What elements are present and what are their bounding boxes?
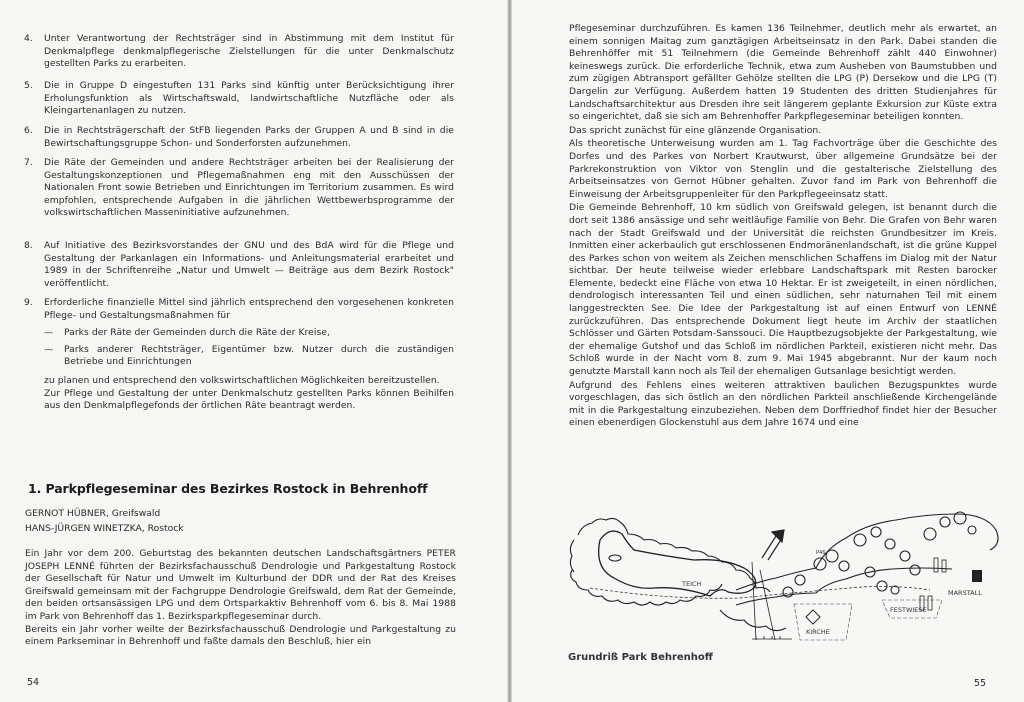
item-number: 9. [24,297,33,308]
paragraph: Bereits ein Jahr vorher weilte der Bezirksfachausschuß Dendrologie und Parkgestaltung zu einem Parkseminar in Behrenhoff und faßte damals den Beschluß, hier ein [25,623,456,648]
item-number: 7. [24,157,33,168]
author-name: GERNOT HÜBNER [25,508,106,519]
item-number: 8. [24,240,33,251]
right-body [569,23,997,430]
paragraph: Pflegeseminar durchzuführen. Es kamen 136 Teilnehmer, deutlich mehr als erwartet, an einem sonnigen Maitag zum ganztägigen Arbeitseinsatz in den Park. Dabei standen die Behrenhöffer mit 51 Teilnehmern (die Gemeinde Behrenhoff zählt 440 Einwohner) keineswegs zurück. Die erforderliche Technik, etwa zum Ausheben von Baumstubben und zum zügigen Abtransport gefällter Gehölze stellten die LPG (P) Dersekow und die LPG (T) Dargelin zur Verfügung. Außerdem hatten 19 Studenten des dritten Studienjahres für Landschaftsarchitektur aus Dresden ihre seit längerem geplante Exkursion zur Küste extra so eingerichtet, daß sie sich am Behrenhoffer Parkpflegeseminar beteiligen konnten. [569,23,997,123]
page-number: 55 [974,678,987,689]
map-label-pond: TEICH [682,580,702,588]
list-item-8 [24,240,454,290]
map-label-height: P46 [816,550,826,556]
paragraph: Aufgrund des Fehlens eines weiteren attraktiven baulichen Bezugspunktes wurde vorgeschlagen, das sich östlich an den nördlichen Parkteil anschließende Kirchengelände mit in die Parkgestaltung einzubeziehen. Neben dem Dorffriedhof findet hier der Besucher einen ebenerdigen Glockenstuhl aus dem Jahre 1674 und eine [569,379,997,429]
article-title: 1. Parkpflegeseminar des Bezirkes Rostock in Behrenhoff [28,481,428,496]
author-place: , Rostock [141,523,184,534]
map-label-church: KIRCHE [806,628,830,636]
church-symbol [806,610,820,624]
page-number: 54 [27,677,40,688]
paragraph: Als theoretische Unterweisung wurden am 1. Tag Fachvorträge über die Geschichte des Dorfes und des Parkes von Norbert Krautwurst, über allgemeine Grundsätze bei der Parkrekonstruktion von Viktor von Stenglin und die gestalterische Zielstellung des Arbeitseinsatzes von Gernot Hübner gehalten. Zuvor fand im Park von Behrenhoff die Einweisung der Arbeitsgruppenleiter für den Parkpflegeeinsatz statt. [569,138,997,200]
dash-text: Parks der Räte der Gemeinden durch die Räte der Kreise, [64,327,330,339]
dash-text: Parks anderer Rechtsträger, Eigentümer bzw. Nutzer durch die zuständigen Betriebe und Einrichtungen [64,343,454,368]
dash-item [44,327,454,340]
park-map-figure [560,500,1000,645]
item-text: Unter Verantwortung der Rechtsträger sind in Abstimmung mit dem Institut für Denkmalpflege denkmalpflegerische Zielstellungen für die unter Denkmalschutz gestellten Parks zu erarbeiten. [44,33,454,70]
item-text: Die in Gruppe D eingestuften 131 Parks sind künftig unter Berücksichtigung ihrer Erholungsfunktion als Wirtschaftswald, landwirtschaftliche Nutzfläche oder als Kleingartenanlagen zu nutzen. [44,80,454,117]
item-text: Erforderliche finanzielle Mittel sind jährlich entsprechend den vorgesehenen konkreten Pflege- und Gestaltungsmaßnahmen für [44,297,454,321]
item-text: Die Räte der Gemeinden und andere Rechtsträger arbeiten bei der Realisierung der Gestaltungskonzeptionen und Pflegemaßnahmen eng mit den Ausschüssen der Nationalen Front sowie Betrieben und Einrichtungen im Territorium zusammen. Es wird empfohlen, entsprechende Aufgaben in die jährlichen Wettbewerbsprogramme der volkswirtschaftlichen Masseninitiative aufzunehmen. [44,157,454,219]
article-body [25,548,456,649]
list-item-4 [24,33,454,71]
author [25,506,184,521]
scale-bar-icon [752,636,792,639]
author-place: , Greifswald [105,508,161,519]
list-item-7 [24,157,454,220]
paragraph: Ein Jahr vor dem 200. Geburtstag des bekannten deutschen Landschaftsgärtners PETER JOSEPH LENNÉ führten der Bezirksfachausschuß Dendrologie und Parkgestaltung Rostock der Gesellschaft für Natur und Umwelt im Kulturbund der DDR und der Rat des Kreises Greifswald gemeinsam mit der Fachgruppe Dendrologie Greifswald, dem Rat der Gemeinde, den beiden ortsansässigen LPG und dem Ortsparkaktiv Behrenhoff vom 6. bis 8. Mai 1988 im Park von Behrenhoff das 1. Bezirksparkpflegeseminar durch. [25,548,456,622]
list-item-5 [24,80,454,118]
list-item-6 [24,125,454,150]
dash-bullet: — [44,343,54,355]
item-9-closing: zu planen und entsprechend den volkswirtschaftlichen Möglichkeiten bereitzustellen. [44,374,440,386]
map-label-stable: MARSTALL [948,589,982,597]
marstall-building-icon [972,570,982,582]
item-9-note: Zur Pflege und Gestaltung der unter Denkmalschutz gestellten Parks können Beihilfen aus den Denkmalpflegefonds der örtlichen Räte beantragt werden. [44,387,454,412]
paragraph: Die Gemeinde Behrenhoff, 10 km südlich von Greifswald gelegen, ist benannt durch die dort seit 1386 ansässige und sehr weitläufige Familie von Behr. Die Grafen von Behr waren nach der Stadt Greifswald und der Universität die reichsten Grundbesitzer im Kreis. Inmitten einer ackerbaulich gut erschlossenen Endmoränenlandschaft, ist die grüne Kuppel des Parkes schon von weitem als Zeichen menschlichen Schaffens im Dialog mit der Natur sichtbar. Der heute teilweise wieder erlebbare Landschaftspark mit Resten barocker Elemente, bedeckt eine Fläche von etwa 10 Hektar. Er ist zweigeteilt, in einen nördlichen, dendrologisch interessanten Teil und einen südlichen, sehr naturnahen Teil mit einem langgestreckten See. Die Idee der Parkgestaltung ist auf einen Entwurf von LENNÉ zurückzuführen. Das entsprechende Dokument liegt heute im Archiv der staatlichen Schlösser und Gärten Potsdam-Sanssouci. Die Hauptbezugsobjekte der Parkgestaltung, wie der ehemalige Gutshof und das Schloß im nördlichen Parkteil, existieren nicht mehr. Das Schloß wurde in der Nacht vom 8. zum 9. Mai 1945 abgebrannt. Nur der kaum noch genutzte Marstall kann noch als Teil der ehemaligen Gutsanlage besichtigt werden. [569,202,997,378]
north-arrow-icon [762,530,784,560]
item-number: 6. [24,125,33,136]
map-label-meadow: FESTWIESE [890,606,927,614]
item-text: Die in Rechtsträgerschaft der StFB liegenden Parks der Gruppen A und B sind in die Bewirtschaftungsgruppe Schon- und Sonderforsten aufzunehmen. [44,125,454,149]
paragraph: Das spricht zunächst für eine glänzende Organisation. [569,124,822,136]
author [25,521,184,536]
list-item-9 [24,297,454,413]
item-number: 5. [24,80,33,91]
dash-bullet: — [44,327,54,339]
author-name: HANS-JÜRGEN WINETZKA [25,523,142,534]
item-text: Auf Initiative des Bezirksvorstandes der GNU und des BdA wird für die Pflege und Gestaltung der Parkanlagen ein Informations- und Anleitungsmaterial erarbeitet und 1989 in der Schriftenreihe „Natur und Umwelt — Beiträge aus dem Bezirk Rostock" veröffentlicht. [44,240,454,289]
item-number: 4. [24,33,33,44]
dash-item [44,344,454,369]
dash-list [24,327,454,369]
figure-caption: Grundriß Park Behrenhoff [568,652,713,663]
author-list [25,506,184,536]
